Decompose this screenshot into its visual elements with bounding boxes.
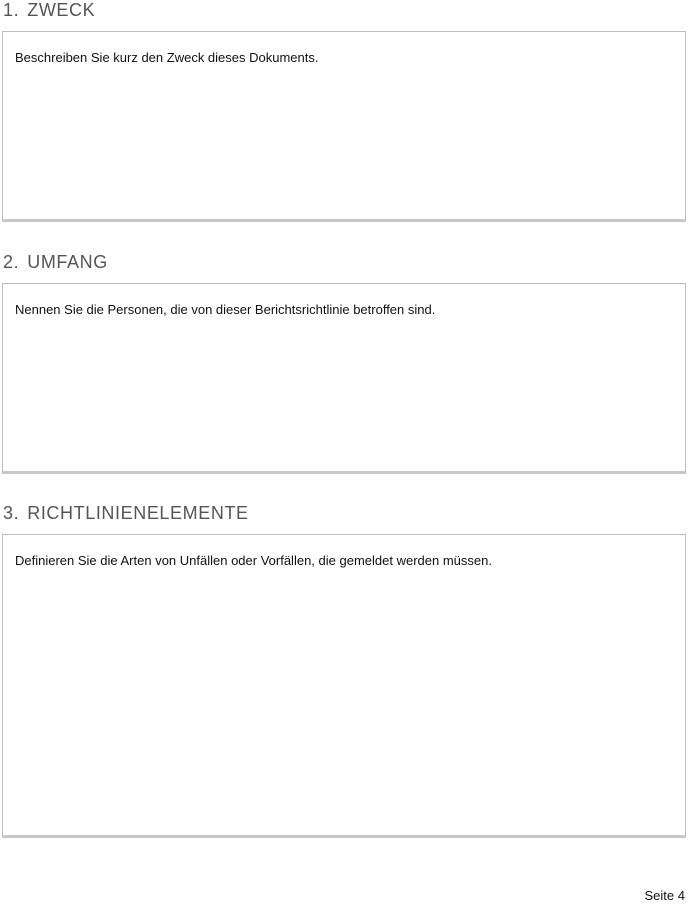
section-number: 2. xyxy=(3,252,20,272)
section-title: RICHTLINIENELEMENTE xyxy=(27,503,249,523)
section-instruction-text: Nennen Sie die Personen, die von dieser Berichtsrichtlinie betroffen sind. xyxy=(15,302,436,317)
section-instruction-text: Definieren Sie die Arten von Unfällen oder Vorfällen, die gemeldet werden müssen. xyxy=(15,553,492,568)
section-heading-umfang xyxy=(3,252,108,273)
section-number: 3. xyxy=(3,503,20,523)
section-number: 1. xyxy=(3,0,20,20)
section-content-box-richtlinienelemente[interactable] xyxy=(2,534,686,838)
section-title: ZWECK xyxy=(27,0,96,20)
section-content-box-zweck[interactable] xyxy=(2,31,686,222)
section-content-box-umfang[interactable] xyxy=(2,283,686,474)
page-number: Seite 4 xyxy=(644,888,685,903)
section-title: UMFANG xyxy=(27,252,108,272)
section-heading-zweck xyxy=(3,0,95,21)
section-instruction-text: Beschreiben Sie kurz den Zweck dieses Dokuments. xyxy=(15,50,319,65)
section-heading-richtlinienelemente xyxy=(3,503,249,524)
